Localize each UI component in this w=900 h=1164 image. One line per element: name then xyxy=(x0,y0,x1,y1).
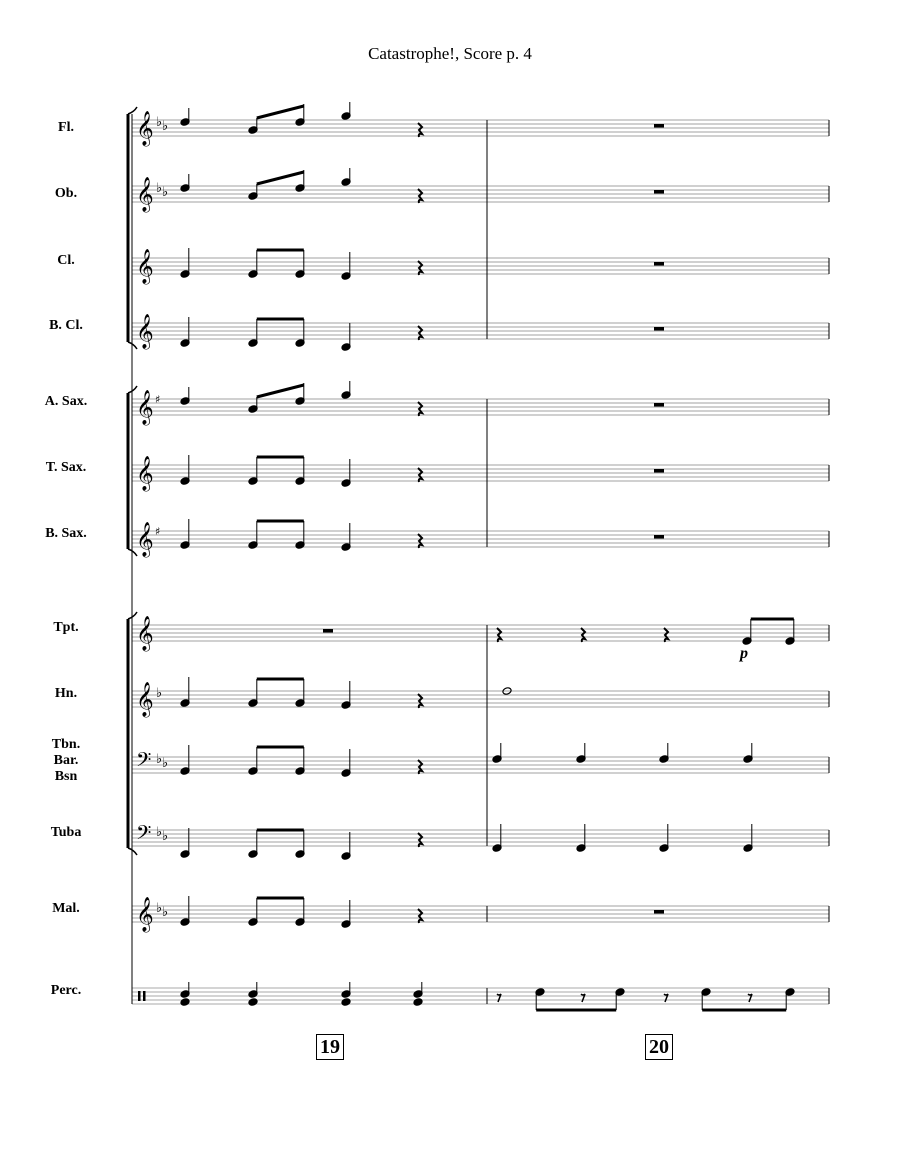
perc-eighth-rest xyxy=(581,994,585,1002)
page-title: Catastrophe!, Score p. 4 xyxy=(368,44,532,63)
perc-eighth-rest xyxy=(497,994,501,1002)
cl-rest xyxy=(418,261,422,275)
sharp-icon: ♯ xyxy=(155,393,161,406)
label-clarinet: Cl. xyxy=(57,253,75,268)
treble-clef-icon: 𝄞 xyxy=(136,522,154,557)
treble-clef-icon: 𝄞 xyxy=(136,111,154,146)
ob-beam xyxy=(257,172,304,184)
perc-eighth-rest xyxy=(748,994,752,1002)
flat-icon: ♭ xyxy=(156,825,163,840)
flat-icon: ♭ xyxy=(156,686,163,701)
staff-lines xyxy=(132,120,829,1004)
label-trombone-baritone-bassoon: Tbn. Bar. Bsn xyxy=(51,737,81,784)
measure-number-20: 20 xyxy=(645,1034,673,1060)
cl-whole-rest xyxy=(654,262,664,266)
music-symbols xyxy=(136,102,795,1010)
treble-clef-icon: 𝄞 xyxy=(136,177,154,212)
asax-rest xyxy=(418,402,422,416)
mal-whole-rest xyxy=(654,910,664,914)
sharp-icon: ♯ xyxy=(155,525,161,538)
label-bari-sax: B. Sax. xyxy=(45,526,87,541)
label-mallets: Mal. xyxy=(52,901,80,916)
hn-rest xyxy=(418,694,422,708)
asax-beam xyxy=(257,385,304,397)
perc-eighth-rest xyxy=(664,994,668,1002)
perc-note xyxy=(413,998,423,1007)
label-bass-clarinet: B. Cl. xyxy=(49,318,83,333)
tpt-rest xyxy=(581,628,585,642)
label-tenor-sax: T. Sax. xyxy=(45,460,87,475)
bsax-rest xyxy=(418,534,422,548)
flat-icon: ♭ xyxy=(162,185,169,200)
tuba-rest xyxy=(418,833,422,847)
fl-whole-rest xyxy=(654,124,664,128)
asax-whole-rest xyxy=(654,403,664,407)
measure-number-19: 19 xyxy=(316,1034,344,1060)
percussion-clef-icon xyxy=(143,991,146,1001)
tpt-whole-rest xyxy=(323,629,333,633)
treble-clef-icon: 𝄞 xyxy=(136,682,154,717)
flat-icon: ♭ xyxy=(156,115,163,130)
percussion-clef-icon xyxy=(138,991,141,1001)
bass-clef-icon: 𝄢 xyxy=(136,748,152,776)
bass-clef-icon: 𝄢 xyxy=(136,821,152,849)
perc-note xyxy=(341,998,351,1007)
label-oboe: Ob. xyxy=(54,186,78,201)
tsax-whole-rest xyxy=(654,469,664,473)
flat-icon: ♭ xyxy=(162,756,169,771)
treble-clef-icon: 𝄞 xyxy=(136,897,154,932)
flat-icon: ♭ xyxy=(162,905,169,920)
label-horn: Hn. xyxy=(54,686,78,701)
fl-rest xyxy=(418,123,422,137)
fl-beam xyxy=(257,106,304,118)
dynamic-piano: p xyxy=(740,645,748,662)
flat-icon: ♭ xyxy=(162,829,169,844)
treble-clef-icon: 𝄞 xyxy=(136,249,154,284)
tpt-rest xyxy=(497,628,501,642)
ob-rest xyxy=(418,189,422,203)
treble-clef-icon: 𝄞 xyxy=(136,616,154,651)
flat-icon: ♭ xyxy=(156,901,163,916)
label-alto-sax: A. Sax. xyxy=(44,394,88,409)
bcl-whole-rest xyxy=(654,327,664,331)
treble-clef-icon: 𝄞 xyxy=(136,456,154,491)
tpt-rest xyxy=(664,628,668,642)
flat-icon: ♭ xyxy=(156,181,163,196)
label-percussion: Perc. xyxy=(50,983,82,998)
label-tuba: Tuba xyxy=(50,825,82,840)
treble-clef-icon: 𝄞 xyxy=(136,314,154,349)
group-brackets xyxy=(128,107,487,1004)
treble-clef-icon: 𝄞 xyxy=(136,390,154,425)
label-flute: Fl. xyxy=(58,120,74,135)
bcl-rest xyxy=(418,326,422,340)
flat-icon: ♭ xyxy=(162,119,169,134)
tsax-rest xyxy=(418,468,422,482)
bsax-whole-rest xyxy=(654,535,664,539)
flat-icon: ♭ xyxy=(156,752,163,767)
label-trumpet: Tpt. xyxy=(53,620,79,635)
perc-note xyxy=(180,998,190,1007)
mal-rest xyxy=(418,909,422,923)
ob-whole-rest xyxy=(654,190,664,194)
tbn-rest xyxy=(418,760,422,774)
perc-note xyxy=(248,998,258,1007)
